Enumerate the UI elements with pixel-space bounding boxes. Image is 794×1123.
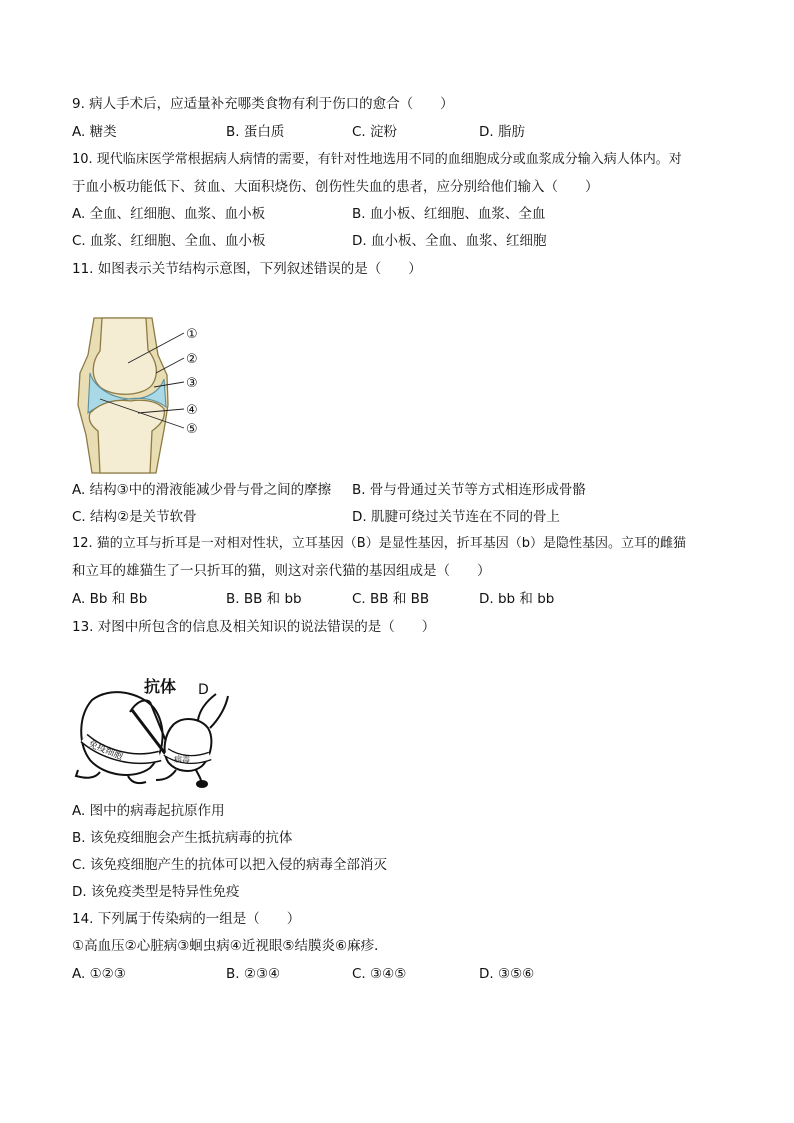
- q10-option-d: D. 血小板、全血、血浆、红细胞: [352, 233, 547, 249]
- q10-option-b: B. 血小板、红细胞、血浆、全血: [352, 206, 546, 222]
- q14-option-d: D. ③⑤⑥: [479, 966, 535, 982]
- q12-option-a: A. Bb 和 Bb: [72, 591, 148, 607]
- q10-stem-line2: 于血小板功能低下、贫血、大面积烧伤、创伤性失血的患者，应分别给他们输入（ ）: [72, 179, 599, 195]
- q9-option-a: A. 糖类: [72, 124, 117, 140]
- q9-option-d: D. 脂肪: [479, 124, 525, 140]
- q11-option-d: D. 肌腱可绕过关节连在不同的骨上: [352, 509, 560, 525]
- joint-label-4: ④: [186, 403, 198, 418]
- q9-option-c: C. 淀粉: [352, 124, 398, 140]
- q12-option-d: D. bb 和 bb: [479, 591, 555, 607]
- joint-label-2: ②: [186, 352, 198, 367]
- immune-cell-cartoon: [70, 672, 240, 790]
- q13-option-c: C. 该免疫细胞产生的抗体可以把入侵的病毒全部消灭: [72, 857, 388, 873]
- q14-option-b: B. ②③④: [226, 966, 281, 982]
- immune-cell-label: 免疫细胞: [86, 739, 125, 763]
- joint-label-1: ①: [186, 327, 198, 342]
- antibody-label: 抗体: [144, 677, 177, 696]
- q12-stem-line2: 和立耳的雄猫生了一只折耳的猫，则这对亲代猫的基因组成是（ ）: [72, 563, 491, 579]
- q14-option-c: C. ③④⑤: [352, 966, 407, 982]
- q12-stem-line1: 12. 猫的立耳与折耳是一对相对性状，立耳基因（B）是显性基因，折耳基因（b）是隐性基因。立耳的雌猫: [72, 536, 686, 551]
- joint-label-3: ③: [186, 376, 198, 391]
- virus-label: 病毒: [174, 755, 190, 764]
- q12-option-c: C. BB 和 BB: [352, 591, 430, 607]
- q9-stem: 9. 病人手术后，应适量补充哪类食物有利于伤口的愈合（ ）: [72, 96, 454, 112]
- q14-stem: 14. 下列属于传染病的一组是（ ）: [72, 911, 301, 927]
- figure-corner-letter: D: [198, 682, 209, 698]
- q13-stem: 13. 对图中所包含的信息及相关知识的说法错误的是（ ）: [72, 619, 436, 635]
- q11-option-a: A. 结构③中的滑液能减少骨与骨之间的摩擦: [72, 482, 332, 498]
- q13-option-b: B. 该免疫细胞会产生抵抗病毒的抗体: [72, 830, 293, 846]
- joint-label-5: ⑤: [186, 422, 198, 437]
- q9-option-b: B. 蛋白质: [226, 124, 285, 140]
- q11-option-b: B. 骨与骨通过关节等方式相连形成骨骼: [352, 482, 586, 498]
- q12-option-b: B. BB 和 bb: [226, 591, 302, 607]
- q10-option-c: C. 血浆、红细胞、全血、血小板: [72, 233, 266, 249]
- q10-stem-line1: 10. 现代临床医学常根据病人病情的需要，有针对性地选用不同的血细胞成分或血浆成分输入病人体内。对: [72, 152, 682, 167]
- q14-option-a: A. ①②③: [72, 966, 126, 982]
- q11-stem: 11. 如图表示关节结构示意图，下列叙述错误的是（ ）: [72, 261, 422, 277]
- q13-option-a: A. 图中的病毒起抗原作用: [72, 803, 225, 819]
- q10-option-a: A. 全血、红细胞、血浆、血小板: [72, 206, 266, 222]
- q14-items: ①高血压②心脏病③蛔虫病④近视眼⑤结膜炎⑥麻疹．: [72, 938, 388, 954]
- q11-option-c: C. 结构②是关节软骨: [72, 509, 197, 525]
- joint-structure-diagram: [72, 315, 222, 475]
- q13-option-d: D. 该免疫类型是特异性免疫: [72, 884, 240, 900]
